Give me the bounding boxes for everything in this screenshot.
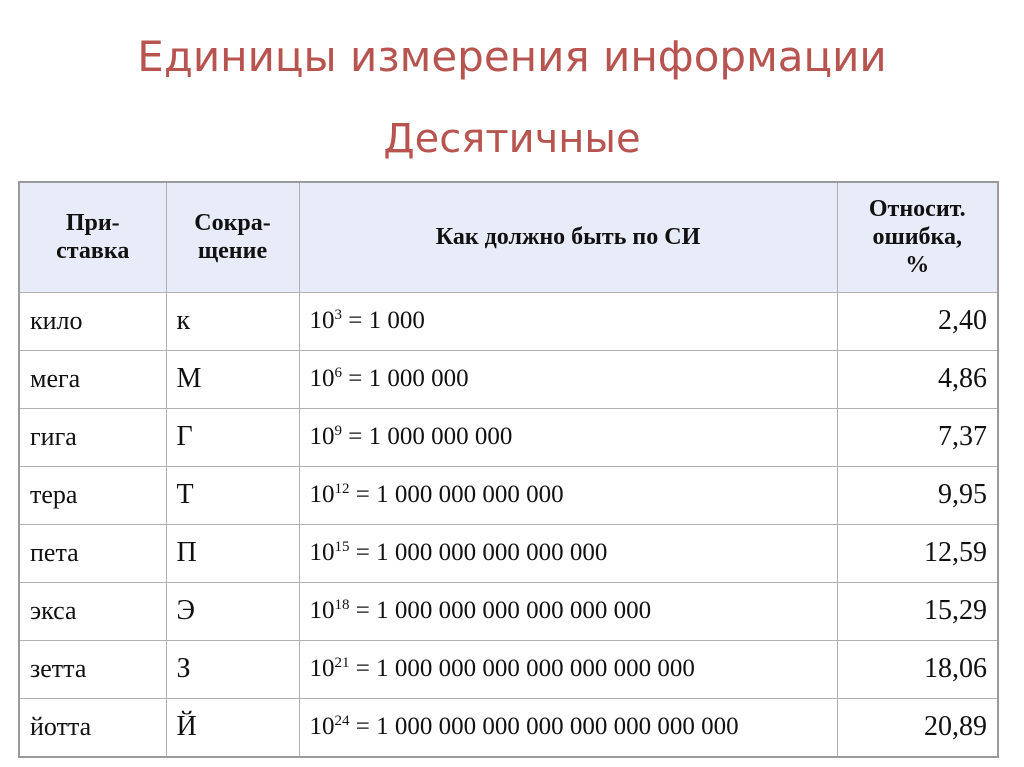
table-row [19,524,998,582]
si-exponent: 15 [334,539,350,555]
cell-prefix: пета [19,524,166,582]
cell-error: 20,89 [837,698,998,757]
si-value: = 1 000 000 000 000 [349,481,564,508]
si-value: = 1 000 000 000 000 000 000 000 000 [349,713,739,740]
si-base: 10 [309,423,335,450]
cell-si [299,350,837,408]
cell-prefix: кило [19,292,166,350]
cell-abbr: П [166,524,299,582]
header-abbr-line2: щение [197,238,268,265]
units-table [18,181,999,758]
si-base: 10 [309,365,335,392]
si-exponent: 3 [334,307,342,323]
header-si: Как должно быть по СИ [299,182,837,292]
cell-abbr: З [166,640,299,698]
cell-abbr: Т [166,466,299,524]
header-abbr-line1: Сокра- [194,210,271,237]
cell-si [299,582,837,640]
page-title: Единицы измерения информации [137,32,887,81]
si-value: = 1 000 000 [342,365,469,392]
cell-si [299,698,837,757]
cell-prefix: мега [19,350,166,408]
header-prefix [19,182,166,292]
cell-prefix: йотта [19,698,166,757]
cell-error: 7,37 [837,408,998,466]
si-base: 10 [309,713,335,740]
table-row [19,466,998,524]
cell-error: 9,95 [837,466,998,524]
si-exponent: 12 [334,481,350,497]
cell-prefix: тера [19,466,166,524]
table-row [19,408,998,466]
table-row [19,582,998,640]
si-base: 10 [309,655,335,682]
si-base: 10 [309,597,335,624]
si-base: 10 [309,481,335,508]
cell-prefix: зетта [19,640,166,698]
si-value: = 1 000 000 000 000 000 000 [349,597,652,624]
header-error-line1: Относит. [868,196,966,223]
si-exponent: 18 [334,597,350,613]
cell-prefix: гига [19,408,166,466]
cell-si [299,524,837,582]
cell-abbr: Г [166,408,299,466]
page-subtitle: Десятичные [383,116,641,162]
si-exponent: 6 [334,365,342,381]
header-error [837,182,998,292]
table-row [19,292,998,350]
cell-abbr: М [166,350,299,408]
header-prefix-line1: При- [65,210,120,237]
cell-si [299,640,837,698]
si-exponent: 24 [334,713,350,729]
cell-abbr: к [166,292,299,350]
si-value: = 1 000 000 000 [342,423,513,450]
table-row [19,640,998,698]
si-value: = 1 000 [342,307,425,334]
cell-error: 12,59 [837,524,998,582]
si-value: = 1 000 000 000 000 000 000 000 [349,655,695,682]
cell-si [299,408,837,466]
cell-error: 2,40 [837,292,998,350]
header-error-line2: ошибка, [872,224,963,251]
header-prefix-line2: ставка [56,238,130,265]
si-exponent: 21 [334,655,350,671]
cell-error: 15,29 [837,582,998,640]
cell-si [299,292,837,350]
table-row [19,350,998,408]
table-row [19,698,998,757]
cell-prefix: экса [19,582,166,640]
table-header-row [19,182,998,292]
header-abbr [166,182,299,292]
header-error-line3: % [905,252,930,279]
si-base: 10 [309,307,335,334]
cell-si [299,466,837,524]
si-base: 10 [309,539,335,566]
si-value: = 1 000 000 000 000 000 [349,539,608,566]
cell-abbr: Э [166,582,299,640]
cell-error: 18,06 [837,640,998,698]
cell-abbr: Й [166,698,299,757]
si-exponent: 9 [334,423,342,439]
cell-error: 4,86 [837,350,998,408]
